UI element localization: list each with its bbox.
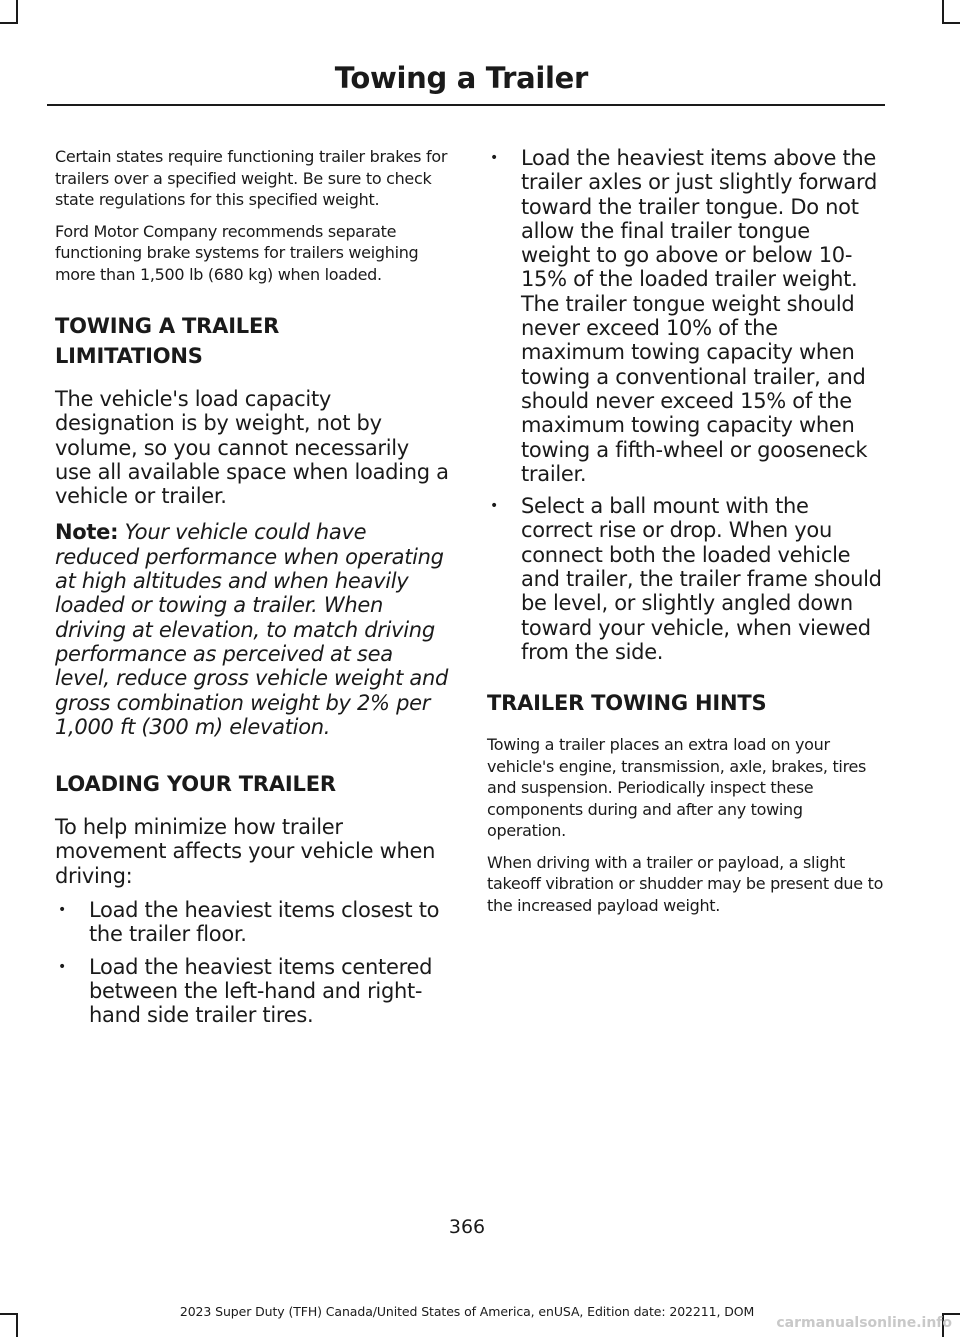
list-item (487, 494, 885, 664)
edition-footer: 2023 Super Duty (TFH) Canada/United States of America, enUSA, Edition date: 202211, DOM (179, 1304, 755, 1319)
list-item-text: Load the heaviest items closest to the trailer floor. (89, 898, 440, 947)
paragraph-state-brakes: Certain states require functioning trailer brakes for trailers over a specified weight. Be sure to check state regulations for this specified weight. (55, 147, 448, 209)
page-title: Towing a Trailer (334, 61, 588, 95)
heading-trailer-towing-hints: TRAILER TOWING HINTS (487, 691, 767, 716)
page-number: 366 (448, 1216, 486, 1238)
bullet-icon: • (490, 150, 498, 166)
paragraph-takeoff-vibration: When driving with a trailer or payload, a slight takeoff vibration or shudder may be present due to the increased payload weight. (487, 852, 884, 915)
list-item (55, 898, 450, 947)
left-bullet-list (55, 898, 450, 1027)
list-item-text: Load the heaviest items centered between the left-hand and right-hand side trailer tires. (89, 954, 433, 1028)
list-item (487, 146, 885, 486)
right-bullet-list (487, 146, 885, 664)
list-item-text: Load the heaviest items above the trailer axles or just slightly forward toward the trailer tongue. Do not allow the final trailer tongue weight to go above or below 10-15% of the loaded trailer weight. The trailer tongue weight should never exceed 10% of the maximum towing capacity when towing a conventional trailer, and should never exceed 15% of the maximum towing capacity when towing a fifth-wheel or gooseneck trailer. (521, 146, 877, 486)
bullet-icon: • (58, 958, 66, 975)
list-item (55, 955, 450, 1028)
crop-mark-top-right-v (942, 0, 944, 24)
paragraph-extra-load: Towing a trailer places an extra load on your vehicle's engine, transmission, axle, brakes, tires and suspension. Periodically inspect these components during and after any towing operation. (487, 735, 867, 841)
note-text: Your vehicle could have reduced performance when operating at high altitudes and when heavily loaded or towing a trailer. When driving at elevation, to match driving performance as perceived at sea level, reduce gross vehicle weight and gross combination weight by 2% per 1,000 ft (300 m) elevation. (55, 520, 449, 739)
note-altitude (55, 520, 450, 739)
heading-loading-your-trailer: LOADING YOUR TRAILER (55, 772, 336, 797)
paragraph-ford-recommends: Ford Motor Company recommends separate functioning brake systems for trailers weighing more than 1,500 lb (680 kg) when loaded. (55, 221, 419, 284)
paragraph-load-capacity: The vehicle's load capacity designation is by weight, not by volume, so you cannot necessarily use all available space when loading a vehicle or trailer. (55, 387, 449, 509)
left-column (55, 146, 450, 1036)
list-item-text: Select a ball mount with the correct rise or drop. When you connect both the loaded vehicle and trailer, the trailer frame should be level, or slightly angled down toward your vehicle, when viewed from the side. (521, 494, 882, 664)
bullet-icon: • (490, 498, 498, 515)
crop-mark-top-left-v (16, 0, 18, 24)
watermark: carmanualsonline.info (776, 1315, 952, 1331)
crop-mark-top-left-h (0, 22, 18, 24)
heading-towing-limitations-line1: TOWING A TRAILER (55, 314, 280, 338)
heading-towing-limitations-line2: LIMITATIONS (55, 344, 203, 368)
right-column (487, 146, 885, 926)
note-label: Note: (55, 520, 119, 545)
header-divider (47, 104, 885, 106)
crop-mark-top-right-h (942, 22, 960, 24)
bullet-icon: • (58, 902, 66, 919)
paragraph-minimize-movement: To help minimize how trailer movement affects your vehicle when driving: (55, 815, 436, 888)
